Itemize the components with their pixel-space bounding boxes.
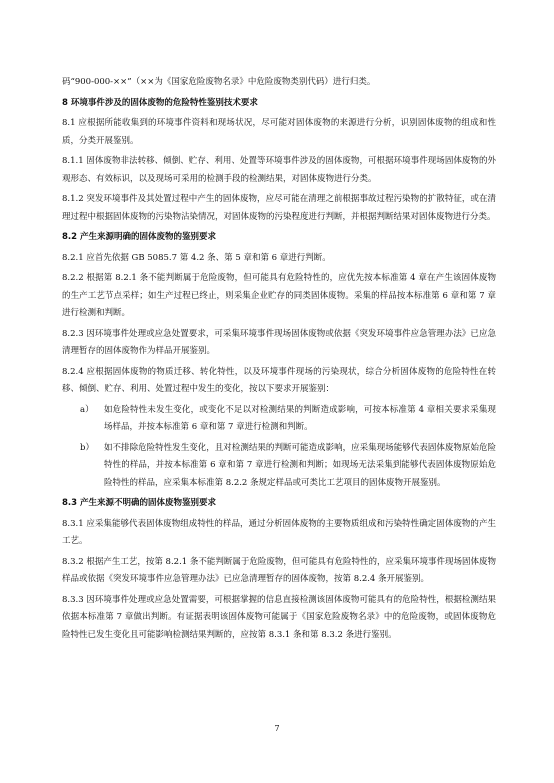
section-8-3-heading: 8.3 产生来源不明确的固体废物鉴别要求 [62,498,217,508]
section-8-2-heading: 8.2 产生来源明确的固体废物的鉴别要求 [62,232,217,242]
clause-8-2-3: 8.2.3 因环境事件处理或应急处置要求，可采集环境事件现场固体废物或依据《突发环境事件应急管理办法》已应急清理暂存的固体废物作为样品开展鉴别。 [62,328,496,356]
list-item-text: 如不排除危险特性发生变化，且对检测结果的判断可能造成影响，应采集现场能够代表固体废物原始危险特性的样品，并按本标准第 6 章和第 7 章进行检测和判断；如现场无法采集到能够代表固体废物原始危险特性的样品，应采集本标准第 8.2.2 条规定样品或可类比工艺项目的固体废物开展鉴别。 [104,442,496,488]
clause-8-1: 8.1 应根据所能收集到的环境事件资料和现场状况，尽可能对固体废物的来源进行分析，识别固体废物的组成和性质，分类开展鉴别。 [62,118,496,146]
clause-8-2-1: 8.2.1 应首先依据 GB 5085.7 第 4.2 条、第 5 章和第 6 章进行判断。 [62,252,331,263]
page-number: 7 [274,724,280,733]
section-8-heading: 8 环境事件涉及的固体废物的危险特性鉴别技术要求 [62,97,258,108]
list-item-text: 如危险特性未发生变化，或变化不足以对检测结果的判断造成影响，可按本标准第 4 章相关要求采集现场样品，并按本标准第 6 章和第 7 章进行检测和判断。 [104,404,496,432]
page-body [62,74,496,647]
list-item-b [62,440,496,493]
list-marker: a） [80,404,94,415]
clause-8-3-3: 8.3.3 因环境事件处理或应急处置需要，可根据掌握的信息直接检测该固体废物可能具有的危险特性，根据检测结果依据本标准第 7 章做出判断。有证据表明该固体废物可能属于《国家危险废物名录》中的危险废物，或固体废物危险特性已发生变化且可能影响检测结果判断的，应按第 8.3.1 条和第 8.3.2 条进行鉴别。 [62,594,496,640]
intro-paragraph: 码“900-000-××”（××为《国家危险废物名录》中危险废物类别代码）进行归类。 [62,77,376,87]
clause-8-3-1: 8.3.1 应采集能够代表固体废物组成特性的样品，通过分析固体废物的主要物质组成和污染特性确定固体废物的产生工艺。 [62,518,496,546]
clause-8-2-4: 8.2.4 应根据固体废物的物质迁移、转化特性，以及环境事件现场的污染现状，综合分析固体废物的危险特性在转移、倾倒、贮存、利用、处置过程中发生的变化，按以下要求开展鉴别： [62,366,496,394]
clause-8-1-2: 8.1.2 突发环境事件及其处置过程中产生的固体废物，应尽可能在清理之前根据事故过程污染物的扩散特征，或在清理过程中根据固体废物的污染物沾染情况，对固体废物的污染程度进行判断，并根据判断结果对固体废物进行分类。 [62,194,496,222]
clause-8-3-2: 8.3.2 根据产生工艺，按第 8.2.1 条不能判断属于危险废物，但可能具有危险特性的，应采集环境事件现场固体废物样品或依据《突发环境事件应急管理办法》已应急清理暂存的固体废物，按第 8.2.4 条开展鉴别。 [62,556,496,584]
list-marker: b） [80,442,94,453]
clause-8-2-2: 8.2.2 根据第 8.2.1 条不能判断属于危险废物，但可能具有危险特性的，应优先按本标准第 4 章在产生该固体废物的生产工艺节点采样；如生产过程已终止，则采集企业贮存的同类固体废物。采集的样品按本标准第 6 章和第 7 章进行检测和判断。 [62,273,496,318]
list-item-a [62,402,496,437]
clause-8-1-1: 8.1.1 固体废物非法转移、倾倒、贮存、利用、处置等环境事件涉及的固体废物，可根据环境事件现场固体废物的外观形态、有效标识，以及现场可采用的检测手段的检测结果，对固体废物进行分类。 [62,156,496,184]
